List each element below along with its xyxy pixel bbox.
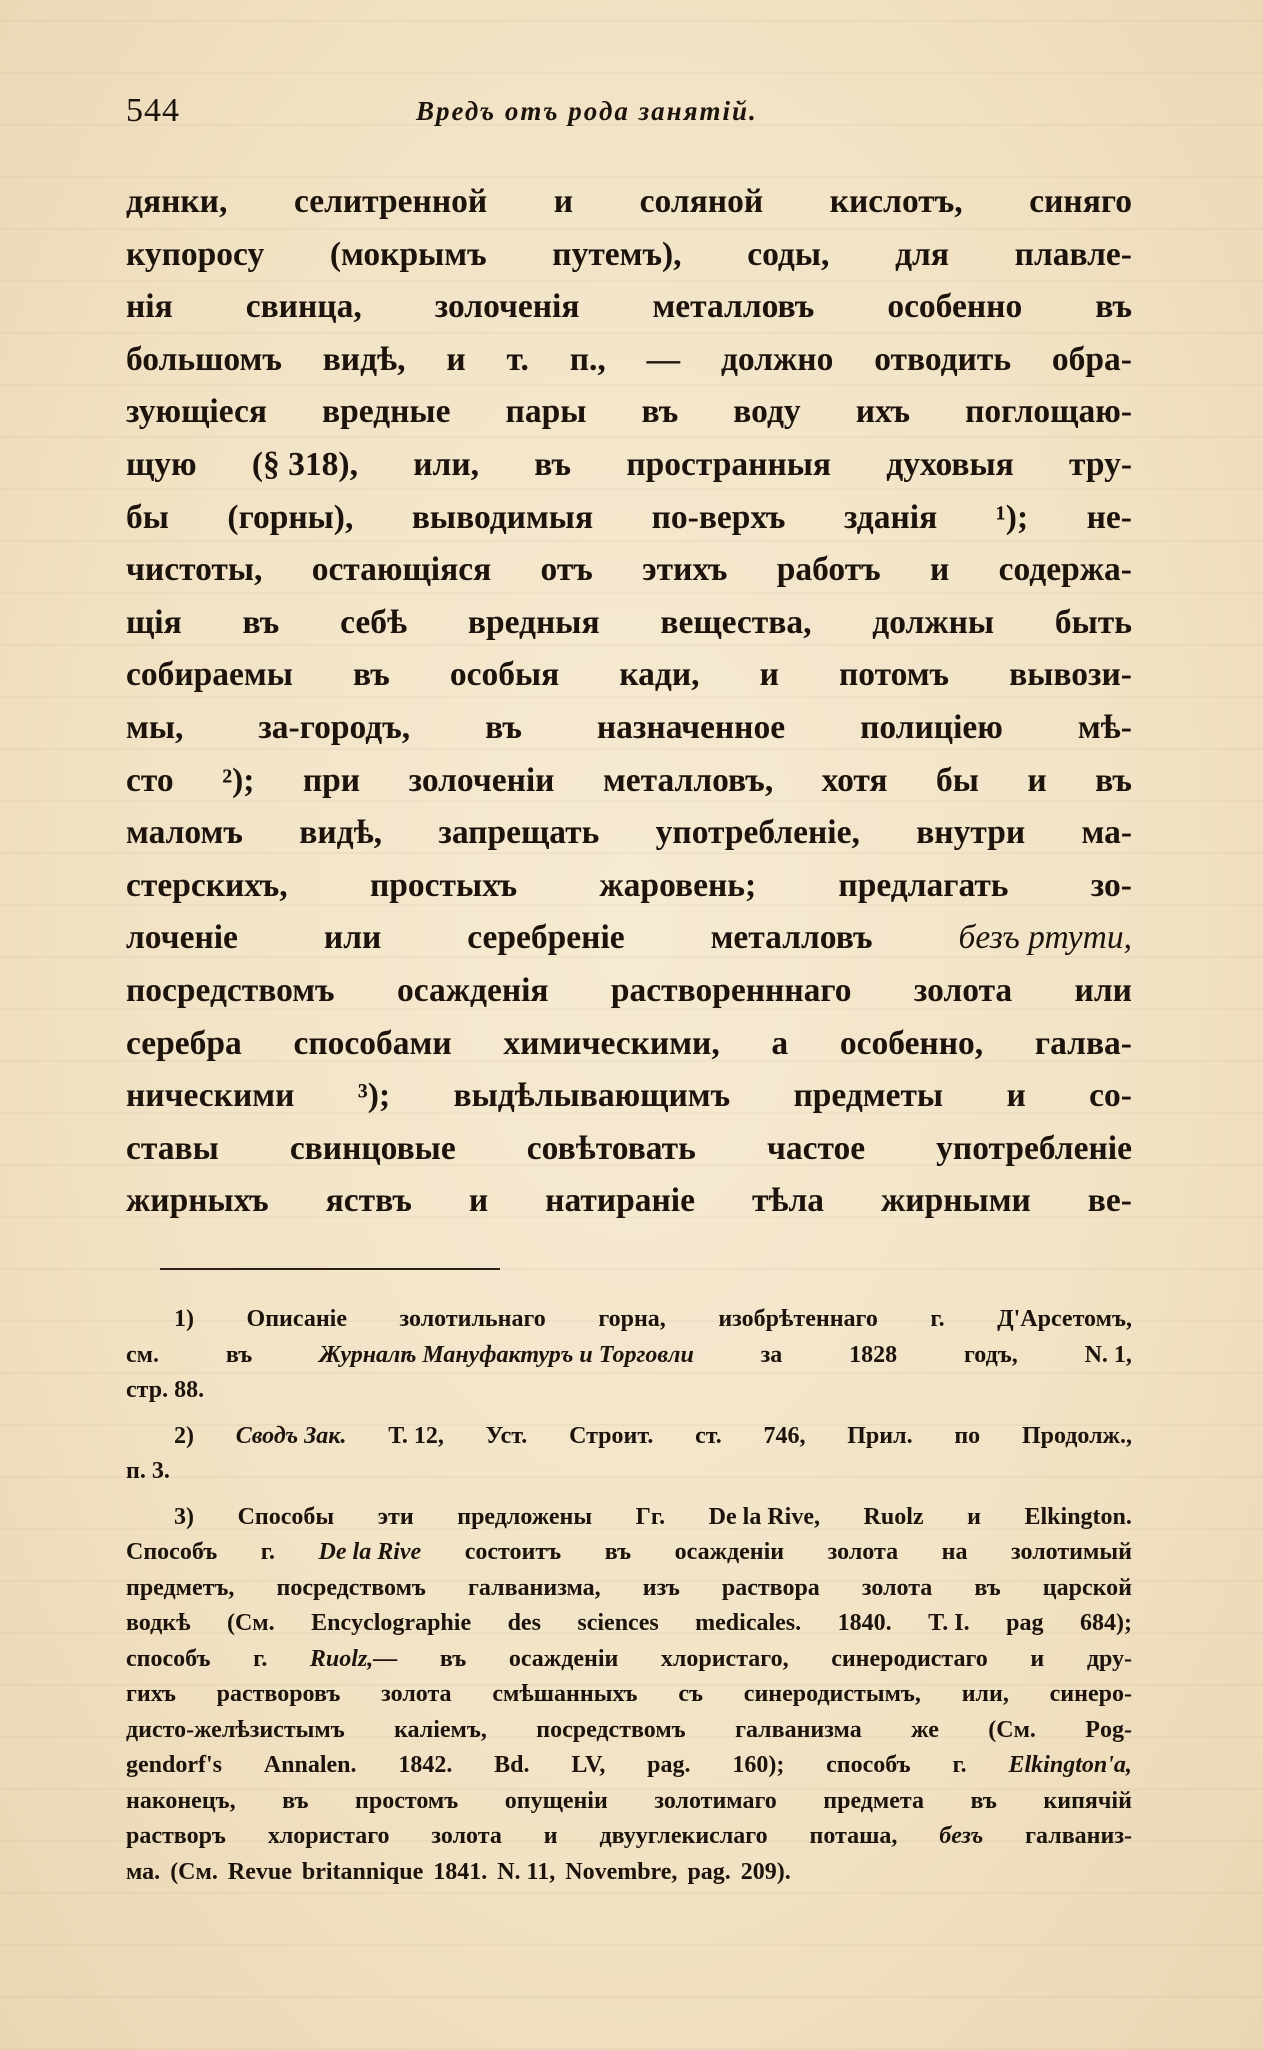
footnote-word: въ xyxy=(974,1574,1001,1601)
word: селитренной xyxy=(293,183,488,220)
word: стерскихъ, xyxy=(126,866,288,904)
footnote-word: 1842. xyxy=(398,1752,453,1778)
word: и xyxy=(553,183,574,220)
text-line xyxy=(126,288,1132,341)
word: содержа- xyxy=(998,551,1132,589)
footnote-word: Уст. xyxy=(485,1422,528,1449)
word: зо- xyxy=(1090,866,1132,904)
word: металловъ xyxy=(710,919,873,957)
footnote-line xyxy=(126,1377,1132,1413)
word: и xyxy=(759,656,779,694)
footnote-word: г. xyxy=(253,1645,268,1672)
footnote-word: посредствомъ xyxy=(536,1716,686,1743)
footnote-word: и xyxy=(967,1503,981,1530)
word: щія xyxy=(126,603,182,641)
word: ²); xyxy=(222,761,255,799)
word: дянки, xyxy=(126,183,228,220)
word: купоросу xyxy=(126,235,265,273)
footnote-word: Revue xyxy=(227,1858,292,1885)
footnote-word: хлористаго, xyxy=(660,1645,789,1672)
word: большомъ xyxy=(126,340,282,378)
footnote-line xyxy=(126,1575,1132,1611)
word: собираемы xyxy=(126,656,293,694)
word: синяго xyxy=(1029,183,1132,220)
footnote-word: De la Rive xyxy=(318,1539,422,1565)
text-line xyxy=(126,972,1132,1025)
footnote-word: Ruolz xyxy=(863,1503,924,1530)
word: мы, xyxy=(126,708,184,746)
text-line xyxy=(126,1182,1132,1235)
word: себѣ xyxy=(340,603,408,641)
footnote-word: г. xyxy=(930,1306,945,1332)
text-line xyxy=(126,919,1132,972)
word: и xyxy=(468,1182,489,1220)
footnote-word: или, xyxy=(961,1681,1009,1707)
footnote-word: (См. xyxy=(226,1610,275,1636)
footnote-word: г. xyxy=(952,1752,967,1778)
footnote-word: 2) xyxy=(174,1422,194,1449)
footnote-word: способъ xyxy=(826,1752,911,1778)
footnote-line xyxy=(126,1788,1132,1824)
footnote-word: смѣшанныхъ xyxy=(492,1681,638,1707)
text-line xyxy=(126,446,1132,499)
footnote-word: 209). xyxy=(740,1858,791,1885)
footnote-word: дисто-желѣзистымъ xyxy=(126,1716,345,1743)
text-line xyxy=(126,551,1132,604)
word: или, xyxy=(413,445,480,483)
footnote-word: и xyxy=(1030,1645,1045,1672)
footnote-word: Способъ xyxy=(126,1539,218,1565)
footnote-word: Bd. xyxy=(494,1752,530,1778)
footnote-word: водкѣ xyxy=(126,1610,191,1636)
word: ставы xyxy=(126,1129,219,1167)
footnote-word: Elkington'a, xyxy=(1008,1752,1132,1778)
text-line xyxy=(126,709,1132,762)
footnote-word: поташа, xyxy=(809,1823,898,1849)
footnote-word: ма. xyxy=(126,1858,161,1885)
word: запрещать xyxy=(438,814,600,852)
word: золота xyxy=(913,971,1013,1009)
word: вещества, xyxy=(660,603,812,641)
footnote-word: золота xyxy=(381,1681,452,1707)
footnote-line xyxy=(126,1342,1132,1378)
footnote-word: золота xyxy=(827,1539,899,1565)
word: зующіеся xyxy=(126,393,267,431)
text-line xyxy=(126,762,1132,815)
footnote-word: Novembre, xyxy=(565,1858,678,1885)
footnote-word: Продолж., xyxy=(1021,1422,1132,1449)
footnote-gap xyxy=(126,1413,1132,1423)
word: отводить xyxy=(874,340,1012,378)
footnote-word: изъ xyxy=(642,1574,680,1601)
footnote-word: 1828 xyxy=(849,1341,898,1368)
footnote-word: 1840. xyxy=(837,1610,892,1636)
word: пары xyxy=(505,393,587,431)
footnote-word: золотимаго xyxy=(654,1787,777,1814)
footnote-word: простомъ xyxy=(355,1787,459,1814)
footnote-word: Ruolz,— xyxy=(309,1645,398,1672)
footnotes xyxy=(126,1306,1132,1894)
word: чистоты, xyxy=(126,551,263,589)
word: должны xyxy=(872,603,995,641)
text-line xyxy=(126,393,1132,446)
footnote-word: опущеніи xyxy=(504,1787,608,1814)
word: ма- xyxy=(1081,814,1132,852)
word: полиціею xyxy=(860,708,1003,746)
footnote-word: Annalen. xyxy=(263,1752,357,1778)
word: въ xyxy=(352,656,390,694)
word: внутри xyxy=(916,814,1026,852)
footnote-word: LV, xyxy=(571,1752,606,1778)
footnote-word: предметъ, xyxy=(126,1574,235,1601)
footnote-word: des xyxy=(507,1610,541,1636)
word: (§ 318), xyxy=(251,445,358,483)
text-line xyxy=(126,1025,1132,1078)
footnote-word: sciences xyxy=(577,1610,659,1636)
footnote-word: pag. xyxy=(687,1858,731,1885)
footnote-word: 1) xyxy=(174,1306,194,1332)
footnote-word: Журналѣ Мануфактуръ и Торговли xyxy=(319,1341,694,1368)
text-line xyxy=(126,656,1132,709)
word: обра- xyxy=(1051,340,1132,378)
footnote-word: предмета xyxy=(823,1787,925,1814)
footnote-word: и xyxy=(543,1823,558,1849)
footnote-word: Прил. xyxy=(847,1422,913,1449)
footnote-word: pag xyxy=(1006,1610,1044,1636)
word: золоченія xyxy=(434,288,580,326)
footnote-word: раствора xyxy=(721,1574,820,1601)
word: металловъ, xyxy=(602,761,774,799)
footnote-word: medicales. xyxy=(695,1610,802,1636)
word: и xyxy=(446,340,466,378)
running-title: Вредъ отъ рода занятій. xyxy=(416,96,758,126)
word: ³); xyxy=(357,1077,391,1115)
word: тру- xyxy=(1069,445,1132,483)
word: особенно, xyxy=(839,1024,984,1062)
footnote-word: Т. 12, xyxy=(388,1422,444,1449)
footnote-word: осажденіи xyxy=(508,1645,619,1672)
word: т. xyxy=(506,340,529,378)
text-line xyxy=(126,499,1132,552)
footnote-word: въ xyxy=(970,1787,997,1814)
footnote-divider xyxy=(160,1268,500,1270)
word: потомъ xyxy=(838,656,950,694)
footnote-word: золота xyxy=(861,1574,933,1601)
footnote-word: золота xyxy=(431,1823,502,1849)
text-line xyxy=(126,814,1132,867)
word: (горны), xyxy=(227,498,354,536)
footnote-word: кипячій xyxy=(1043,1787,1132,1814)
word: быть xyxy=(1054,603,1132,641)
footnote-gap xyxy=(126,1494,1132,1504)
footnote-word: растворъ xyxy=(126,1823,226,1849)
word: употребленіе, xyxy=(655,814,860,852)
word: щую xyxy=(126,445,197,483)
footnote-word: 746, xyxy=(763,1422,806,1449)
word: серебра xyxy=(126,1024,242,1062)
footnote-word: въ xyxy=(225,1341,253,1368)
word: въ xyxy=(641,393,679,431)
word: особенно xyxy=(887,288,1023,326)
word: выдѣлывающимъ xyxy=(453,1077,731,1115)
text-line xyxy=(126,1077,1132,1130)
footnote-word: г. xyxy=(260,1539,275,1565)
word: жаровень; xyxy=(599,866,757,904)
footnote-line xyxy=(126,1752,1132,1788)
word: яствъ xyxy=(325,1182,412,1220)
word: ихъ xyxy=(855,393,911,431)
word: по-верхъ xyxy=(651,498,786,536)
word: серебреніе xyxy=(467,919,625,957)
word: золоченіи xyxy=(408,761,555,799)
word: видѣ, xyxy=(322,340,406,378)
word: видѣ, xyxy=(299,814,383,852)
footnote-word: гихъ xyxy=(126,1681,176,1707)
word: частое xyxy=(766,1129,866,1167)
footnote-word: (См. xyxy=(170,1858,218,1885)
word: соляной xyxy=(639,183,764,220)
word: осажденія xyxy=(396,971,549,1009)
footnote-word: предложены xyxy=(457,1503,593,1530)
footnote-word: наконецъ, xyxy=(126,1787,236,1814)
word: или xyxy=(1074,971,1132,1009)
footnote-line xyxy=(126,1423,1132,1459)
word: предметы xyxy=(793,1077,944,1115)
footnote-word: Сводъ Зак. xyxy=(235,1422,347,1449)
word: простыхъ xyxy=(369,866,518,904)
word: галва- xyxy=(1034,1024,1132,1062)
word: сто xyxy=(126,761,174,799)
word: металловъ xyxy=(652,288,815,326)
word: свинца, xyxy=(245,288,362,326)
footnote-word: годъ, xyxy=(963,1341,1018,1368)
footnote-word: см. xyxy=(126,1341,159,1368)
running-head xyxy=(126,92,1136,142)
word: способами xyxy=(293,1024,452,1062)
footnote-line xyxy=(126,1823,1132,1859)
word: духовыя xyxy=(886,445,1014,483)
footnote-word: britannique xyxy=(301,1858,424,1885)
footnote-word: осажденіи xyxy=(674,1539,785,1565)
footnote-line xyxy=(126,1610,1132,1646)
word: жирными xyxy=(881,1182,1031,1220)
word: работъ xyxy=(776,551,881,589)
footnote-word: изобрѣтеннаго xyxy=(718,1306,878,1332)
footnote-line xyxy=(126,1306,1132,1342)
footnote-word: галваниз- xyxy=(1025,1823,1132,1849)
footnote-word: безъ xyxy=(939,1823,984,1849)
word: предлагать xyxy=(838,866,1009,904)
word: этихъ xyxy=(642,551,728,589)
footnote-word: золотильнаго xyxy=(399,1306,546,1332)
word: ническими xyxy=(126,1077,295,1115)
word: (мокрымъ xyxy=(329,235,487,273)
footnote-word: синеродистымъ, xyxy=(743,1681,921,1707)
word: назначенное xyxy=(596,708,786,746)
footnote-line xyxy=(126,1681,1132,1717)
word: лоченіе xyxy=(126,919,238,957)
word: безъ ртути, xyxy=(958,919,1132,957)
footnote-word: N. 11, xyxy=(497,1858,556,1885)
word: соды, xyxy=(747,235,830,273)
footnote-word: способъ xyxy=(126,1645,211,1672)
footnote-word: T. I. xyxy=(928,1610,970,1636)
footnote-word: синеродистаго xyxy=(831,1645,988,1672)
footnote-word: горна, xyxy=(598,1306,666,1332)
footnote-word: стр. 88. xyxy=(126,1377,205,1403)
footnote-word: синеро- xyxy=(1049,1681,1132,1707)
word: мѣ- xyxy=(1077,708,1132,746)
text-line xyxy=(126,1130,1132,1183)
word: за-городъ, xyxy=(258,708,411,746)
footnote-word: Описаніе xyxy=(246,1306,347,1332)
word: при xyxy=(302,761,361,799)
word: путемъ), xyxy=(552,235,682,273)
word: вредные xyxy=(322,393,451,431)
footnote-word: Способы xyxy=(237,1503,335,1530)
footnote-word: Строит. xyxy=(569,1422,654,1449)
footnote-word: 1841. xyxy=(433,1858,488,1885)
main-text xyxy=(126,183,1132,1235)
word: хотя xyxy=(821,761,888,799)
footnote-word: Encyclographie xyxy=(311,1610,472,1636)
word: натираніе xyxy=(545,1182,695,1220)
word: п., xyxy=(569,340,606,378)
word: зданія xyxy=(843,498,938,536)
footnote-word: Гг. xyxy=(635,1503,666,1530)
footnote-word: каліемъ, xyxy=(394,1716,487,1743)
footnote-word: Pog- xyxy=(1085,1716,1132,1743)
word: плавле- xyxy=(1014,235,1132,273)
word: поглощаю- xyxy=(965,393,1132,431)
footnote-word: съ xyxy=(678,1681,703,1707)
word: ве- xyxy=(1087,1182,1132,1220)
footnote-line xyxy=(126,1646,1132,1682)
word: и xyxy=(1006,1077,1026,1115)
word: особыя xyxy=(449,656,560,694)
word: со- xyxy=(1089,1077,1132,1115)
text-line xyxy=(126,183,1132,236)
footnote-word: gendorf's xyxy=(126,1752,222,1778)
word: ¹); xyxy=(995,498,1029,536)
word: а xyxy=(771,1024,789,1062)
word: тѣла xyxy=(751,1182,825,1220)
word: — xyxy=(646,340,681,378)
word: для xyxy=(895,235,949,273)
word: вывози- xyxy=(1009,656,1132,694)
footnote-word: pag. xyxy=(647,1752,691,1778)
word: свинцовые xyxy=(289,1129,456,1167)
footnote-word: на xyxy=(941,1539,968,1565)
footnote-word: въ xyxy=(282,1787,309,1814)
footnote-line xyxy=(126,1539,1132,1575)
text-line xyxy=(126,341,1132,394)
footnote-word: галванизма, xyxy=(468,1574,601,1601)
text-line xyxy=(126,604,1132,657)
word: бы xyxy=(936,761,979,799)
footnote-word: по xyxy=(954,1422,981,1449)
footnote-word: (См. xyxy=(988,1716,1036,1743)
word: жирныхъ xyxy=(126,1182,269,1220)
footnote-word: 684); xyxy=(1079,1610,1132,1636)
word: въ xyxy=(242,603,280,641)
word: и xyxy=(930,551,950,589)
word: бы xyxy=(126,498,169,536)
footnote-line xyxy=(126,1458,1132,1494)
text-line xyxy=(126,867,1132,920)
footnote-word: въ xyxy=(604,1539,632,1565)
footnote-word: царской xyxy=(1042,1574,1132,1601)
footnote-word: Elkington. xyxy=(1024,1503,1132,1530)
word: химическими, xyxy=(503,1024,720,1062)
footnote-word: ст. xyxy=(695,1422,722,1449)
word: остающіяся xyxy=(311,551,492,589)
footnote-word: посредствомъ xyxy=(276,1574,426,1601)
word: маломъ xyxy=(126,814,243,852)
footnote-line xyxy=(126,1859,1132,1895)
word: вредныя xyxy=(467,603,600,641)
word: совѣтовать xyxy=(526,1129,696,1167)
footnote-word: хлористаго xyxy=(267,1823,390,1849)
footnote-word: золотимый xyxy=(1011,1539,1132,1565)
word: употребленіе xyxy=(936,1129,1132,1167)
footnote-word: двууглекислаго xyxy=(599,1823,768,1849)
footnote-word: Д'Арсетомъ, xyxy=(997,1306,1132,1332)
word: выводимыя xyxy=(411,498,594,536)
footnote-word: 3) xyxy=(174,1503,194,1530)
footnote-line xyxy=(126,1717,1132,1753)
footnote-word: эти xyxy=(377,1503,414,1530)
footnote-word: состоитъ xyxy=(464,1539,562,1565)
word: и xyxy=(1027,761,1047,799)
word: кислотъ, xyxy=(829,183,963,220)
footnote-word: же xyxy=(911,1716,939,1743)
word: въ xyxy=(534,445,572,483)
word: или xyxy=(323,919,382,957)
word: въ xyxy=(1095,761,1132,799)
footnote-word: дру- xyxy=(1086,1645,1132,1672)
word: пространныя xyxy=(626,445,832,483)
word: должно xyxy=(720,340,834,378)
footnote-word: 160); xyxy=(732,1752,785,1778)
footnote-word: De la Rive, xyxy=(708,1503,820,1530)
word: воду xyxy=(733,393,801,431)
text-line xyxy=(126,236,1132,289)
footnote-word: галванизма xyxy=(735,1716,862,1743)
page-number: 544 xyxy=(126,92,180,129)
word: посредствомъ xyxy=(126,971,335,1009)
word: въ xyxy=(1095,288,1132,326)
word: въ xyxy=(485,708,522,746)
word: отъ xyxy=(540,551,593,589)
word: растворенннаго xyxy=(610,971,852,1009)
word: не- xyxy=(1086,498,1132,536)
footnote-line xyxy=(126,1504,1132,1540)
footnote-word: N. 1, xyxy=(1084,1341,1132,1368)
word: нія xyxy=(126,288,173,326)
footnote-word: за xyxy=(760,1341,783,1368)
footnote-word: растворовъ xyxy=(216,1681,341,1707)
word: кади, xyxy=(619,656,700,694)
footnote-word: п. 3. xyxy=(126,1458,170,1484)
footnote-word: въ xyxy=(439,1645,467,1672)
